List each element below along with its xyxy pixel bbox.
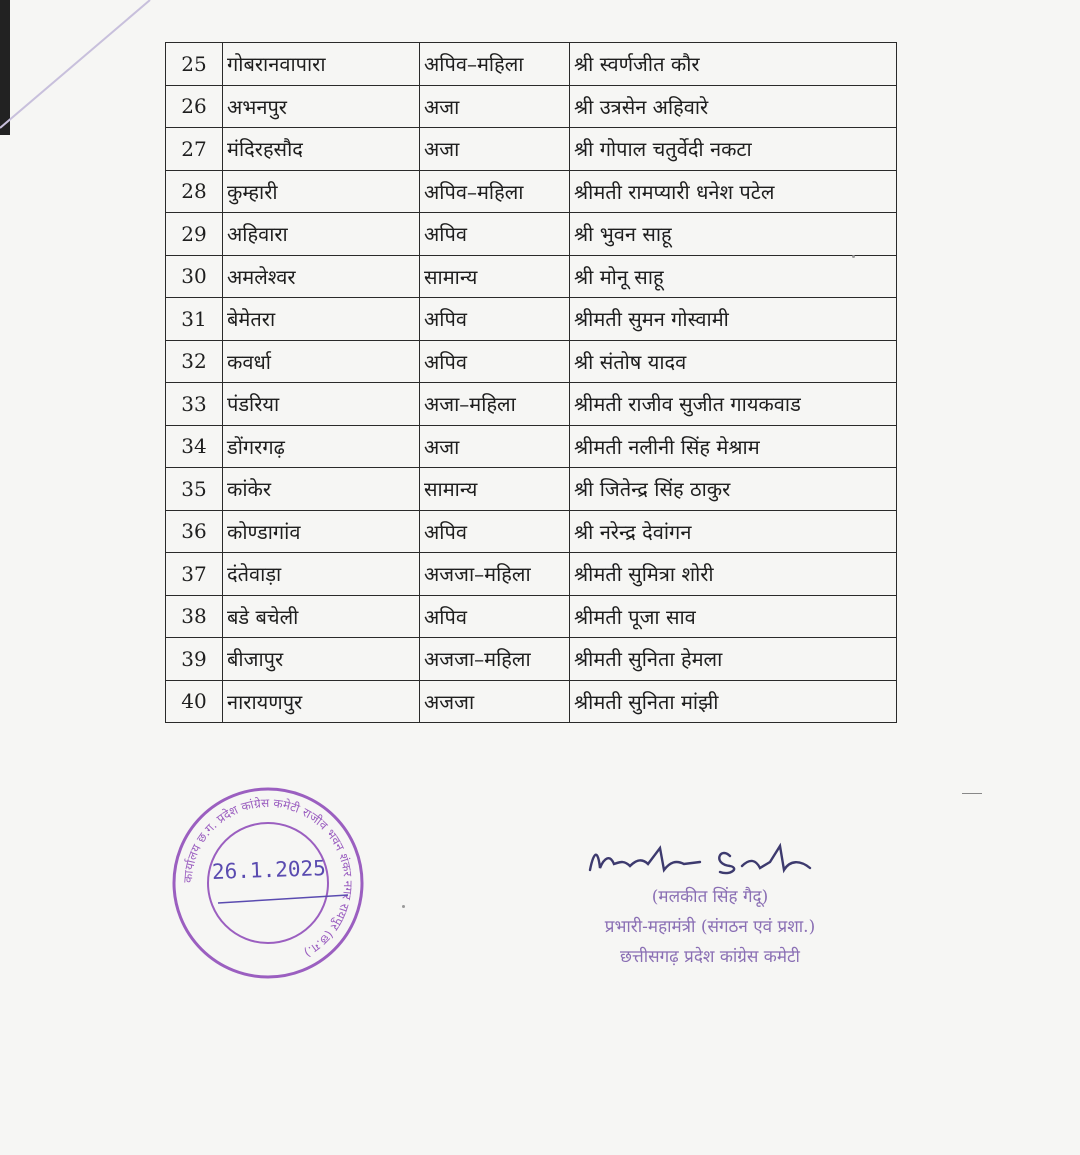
cell-reservation-category: अजा bbox=[420, 425, 570, 468]
table-row bbox=[166, 43, 897, 86]
cell-serial-number: 28 bbox=[166, 170, 223, 213]
cell-reservation-category: अजजा–महिला bbox=[420, 553, 570, 596]
cell-nominee-name: श्रीमती पूजा साव bbox=[570, 595, 897, 638]
cell-nominee-name: श्री जितेन्द्र सिंह ठाकुर bbox=[570, 468, 897, 511]
margin-mark bbox=[962, 793, 982, 794]
cell-serial-number: 32 bbox=[166, 340, 223, 383]
cell-place-name: अहिवारा bbox=[223, 213, 420, 256]
cell-place-name: अमलेश्वर bbox=[223, 255, 420, 298]
cell-place-name: नारायणपुर bbox=[223, 680, 420, 723]
table-row bbox=[166, 298, 897, 341]
cell-reservation-category: अपिव bbox=[420, 595, 570, 638]
stamp-handwritten-date: 26.1.2025 bbox=[211, 856, 327, 884]
cell-nominee-name: श्री संतोष यादव bbox=[570, 340, 897, 383]
cell-place-name: बीजापुर bbox=[223, 638, 420, 681]
cell-reservation-category: अपिव bbox=[420, 213, 570, 256]
table-row bbox=[166, 255, 897, 298]
cell-place-name: कांकेर bbox=[223, 468, 420, 511]
cell-serial-number: 37 bbox=[166, 553, 223, 596]
cell-place-name: दंतेवाड़ा bbox=[223, 553, 420, 596]
table-row bbox=[166, 340, 897, 383]
table-row bbox=[166, 510, 897, 553]
table-row bbox=[166, 595, 897, 638]
cell-serial-number: 27 bbox=[166, 128, 223, 171]
table-row bbox=[166, 170, 897, 213]
cell-reservation-category: अजा bbox=[420, 128, 570, 171]
cell-serial-number: 30 bbox=[166, 255, 223, 298]
cell-nominee-name: श्री गोपाल चतुर्वेदी नकटा bbox=[570, 128, 897, 171]
cell-place-name: कवर्धा bbox=[223, 340, 420, 383]
cell-reservation-category: अपिव bbox=[420, 510, 570, 553]
cell-nominee-name: श्रीमती सुमन गोस्वामी bbox=[570, 298, 897, 341]
cell-place-name: बेमेतरा bbox=[223, 298, 420, 341]
cell-reservation-category: अपिव–महिला bbox=[420, 43, 570, 86]
cell-reservation-category: अजजा–महिला bbox=[420, 638, 570, 681]
page-fold-line bbox=[0, 0, 170, 130]
cell-serial-number: 35 bbox=[166, 468, 223, 511]
office-seal-stamp bbox=[170, 785, 366, 981]
cell-reservation-category: सामान्य bbox=[420, 255, 570, 298]
cell-serial-number: 33 bbox=[166, 383, 223, 426]
cell-serial-number: 25 bbox=[166, 43, 223, 86]
handwritten-signature bbox=[580, 840, 840, 880]
speck-mark bbox=[852, 255, 855, 258]
ward-list-table bbox=[165, 42, 897, 723]
signatory-name: (मलकीत सिंह गैदू) bbox=[651, 887, 769, 907]
cell-serial-number: 29 bbox=[166, 213, 223, 256]
cell-reservation-category: अजजा bbox=[420, 680, 570, 723]
cell-reservation-category: सामान्य bbox=[420, 468, 570, 511]
cell-reservation-category: अपिव bbox=[420, 298, 570, 341]
cell-reservation-category: अजा bbox=[420, 85, 570, 128]
table-row bbox=[166, 553, 897, 596]
cell-serial-number: 39 bbox=[166, 638, 223, 681]
cell-place-name: मंदिरहसौद bbox=[223, 128, 420, 171]
signatory-organisation: छत्तीसगढ़ प्रदेश कांग्रेस कमेटी bbox=[620, 947, 800, 967]
cell-nominee-name: श्रीमती राजीव सुजीत गायकवाड bbox=[570, 383, 897, 426]
cell-serial-number: 31 bbox=[166, 298, 223, 341]
signatory-title: प्रभारी-महामंत्री (संगठन एवं प्रशा.) bbox=[604, 917, 816, 937]
cell-place-name: बडे बचेली bbox=[223, 595, 420, 638]
cell-serial-number: 34 bbox=[166, 425, 223, 468]
cell-nominee-name: श्रीमती रामप्यारी धनेश पटेल bbox=[570, 170, 897, 213]
cell-nominee-name: श्रीमती सुनिता हेमला bbox=[570, 638, 897, 681]
cell-nominee-name: श्री भुवन साहू bbox=[570, 213, 897, 256]
speck-mark bbox=[402, 905, 405, 908]
cell-place-name: कुम्हारी bbox=[223, 170, 420, 213]
cell-place-name: अभनपुर bbox=[223, 85, 420, 128]
table-row bbox=[166, 213, 897, 256]
cell-reservation-category: अजा–महिला bbox=[420, 383, 570, 426]
table-row bbox=[166, 680, 897, 723]
table-row bbox=[166, 85, 897, 128]
table-row bbox=[166, 638, 897, 681]
cell-nominee-name: श्री मोनू साहू bbox=[570, 255, 897, 298]
cell-place-name: कोण्डागांव bbox=[223, 510, 420, 553]
cell-serial-number: 38 bbox=[166, 595, 223, 638]
cell-place-name: पंडरिया bbox=[223, 383, 420, 426]
svg-text:कार्यालय छ.ग. प्रदेश कांग्रेस: कार्यालय छ.ग. प्रदेश कांग्रेस कमेटी राजीव भवन शंकर नगर रायपुर (छ.ग.) bbox=[180, 795, 356, 960]
cell-nominee-name: श्री स्वर्णजीत कौर bbox=[570, 43, 897, 86]
table-row bbox=[166, 425, 897, 468]
cell-place-name: गोबरानवापारा bbox=[223, 43, 420, 86]
table-row bbox=[166, 383, 897, 426]
cell-nominee-name: श्री नरेन्द्र देवांगन bbox=[570, 510, 897, 553]
cell-reservation-category: अपिव bbox=[420, 340, 570, 383]
cell-nominee-name: श्रीमती सुनिता मांझी bbox=[570, 680, 897, 723]
cell-reservation-category: अपिव–महिला bbox=[420, 170, 570, 213]
cell-place-name: डोंगरगढ़ bbox=[223, 425, 420, 468]
signature-block bbox=[520, 840, 900, 972]
cell-nominee-name: श्रीमती सुमित्रा शोरी bbox=[570, 553, 897, 596]
cell-serial-number: 40 bbox=[166, 680, 223, 723]
table-row bbox=[166, 468, 897, 511]
cell-serial-number: 36 bbox=[166, 510, 223, 553]
cell-nominee-name: श्री उत्रसेन अहिवारे bbox=[570, 85, 897, 128]
table-row bbox=[166, 128, 897, 171]
cell-nominee-name: श्रीमती नलीनी सिंह मेश्राम bbox=[570, 425, 897, 468]
cell-serial-number: 26 bbox=[166, 85, 223, 128]
